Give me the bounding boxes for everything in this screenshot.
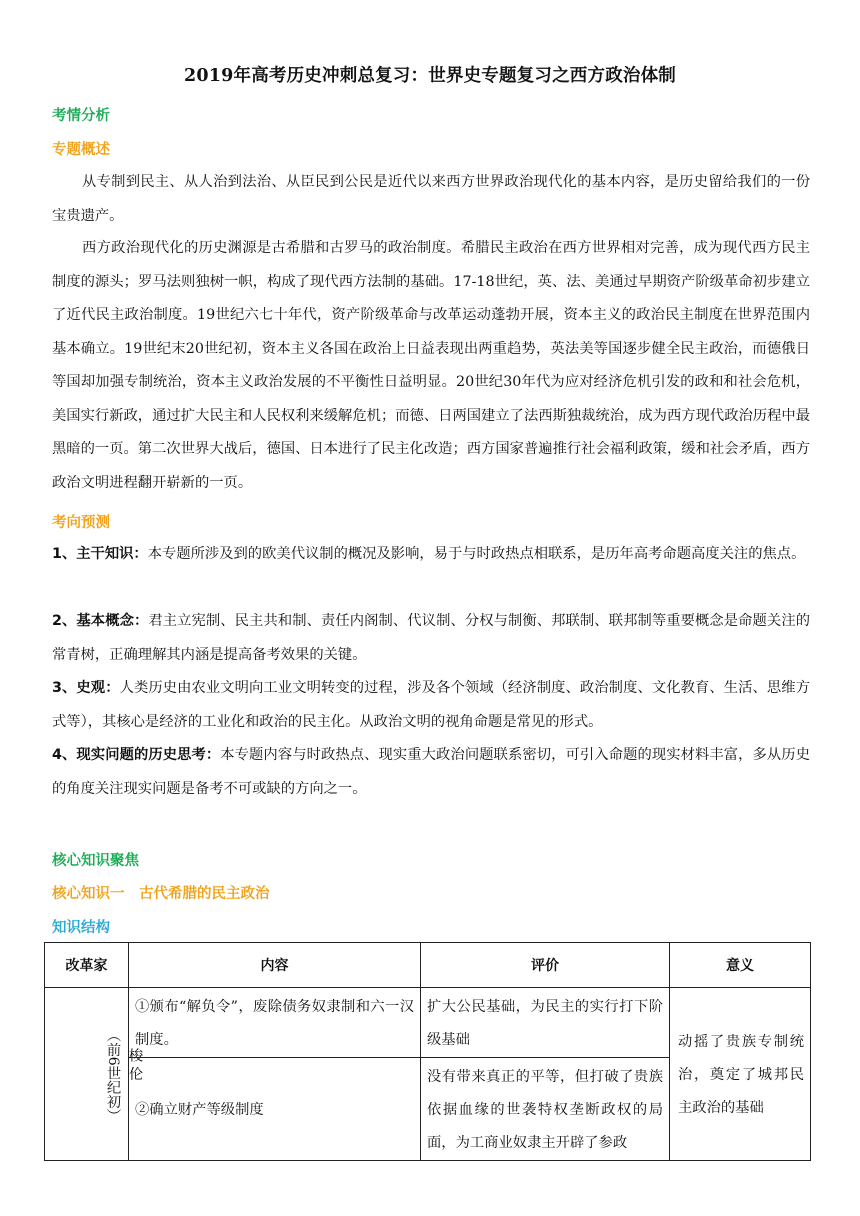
forecast-item-label: 2、基本概念： bbox=[52, 613, 149, 629]
table-header-meaning: 意义 bbox=[670, 943, 811, 988]
forecast-item-3 bbox=[52, 672, 810, 739]
reformer-cell bbox=[45, 988, 143, 1161]
forecast-item-2 bbox=[52, 605, 810, 672]
evaluation-cell: 扩大公民基础，为民主的实行打下阶级基础 bbox=[421, 988, 670, 1058]
section-heading-forecast: 考向预测 bbox=[52, 515, 110, 531]
forecast-item-4 bbox=[52, 739, 810, 806]
table-row bbox=[45, 988, 811, 1058]
forecast-item-label: 3、史观： bbox=[52, 680, 120, 696]
table-header-evaluation: 评价 bbox=[421, 943, 670, 988]
section-heading-structure: 知识结构 bbox=[52, 920, 110, 936]
reformer-name: 梭伦 bbox=[127, 1048, 143, 1085]
content-cell: ①颁布“解负令”，废除债务奴隶制和六一汉制度。 bbox=[129, 988, 421, 1058]
section-heading-overview: 专题概述 bbox=[52, 142, 110, 158]
forecast-item-label: 1、主干知识： bbox=[52, 546, 148, 562]
forecast-item-label: 4、现实问题的历史思考： bbox=[52, 747, 221, 763]
forecast-item-text: 君主立宪制、民主共和制、责任内阁制、代议制、分权与制衡、邦联制、联邦制等重要概念是命题关注的常青树，正确理解其内涵是提高备考效果的关键。 bbox=[52, 613, 810, 663]
meaning-cell: 动摇了贵族专制统治，奠定了城邦民主政治的基础 bbox=[670, 988, 811, 1161]
forecast-item-text: 本专题所涉及到的欧美代议制的概况及影响，易于与时政热点相联系，是历年高考命题高度关注的焦点。 bbox=[147, 546, 806, 562]
table-header-content: 内容 bbox=[129, 943, 421, 988]
section-heading-core: 核心知识聚焦 bbox=[52, 853, 139, 869]
document-title: 2019年高考历史冲刺总复习：世界史专题复习之西方政治体制 bbox=[183, 66, 676, 86]
reformer-date: （前6世纪初） bbox=[105, 1028, 121, 1123]
forecast-item-text: 本专题内容与时政热点、现实重大政治问题联系密切，可引入命题的现实材料丰富，多从历史的角度关注现实问题是备考不可或缺的方向之一。 bbox=[52, 747, 810, 797]
overview-paragraph-1: 从专制到民主、从人治到法治、从臣民到公民是近代以来西方世界政治现代化的基本内容，是历史留给我们的一份宝贵遗产。 bbox=[52, 174, 810, 224]
table-header-reformer: 改革家 bbox=[45, 943, 129, 988]
overview-paragraph-2: 西方政治现代化的历史渊源是古希腊和古罗马的政治制度。希腊民主政治在西方世界相对完善，成为现代西方民主制度的源头；罗马法则独树一帜，构成了现代西方法制的基础。17-18世纪，英、法、美通过早期资产阶级革命初步建立了近代民主政治制度。19世纪六七十年代，资产阶级革命与改革运动蓬勃开展，资本主义的政治民主制度在世界范围内基本确立。19世纪末20世纪初，资本主义各国在政治上日益表现出两重趋势，英法美等国逐步健全民主政治，而德俄日等国却加强专制统治，资本主义政治发展的不平衡性日益明显。20世纪30年代为应对经济危机引发的政和和社会危机，美国实行新政，通过扩大民主和人民权利来缓解危机；而德、日两国建立了法西斯独裁统治，成为西方现代政治历程中最黑暗的一页。第二次世界大战后，德国、日本进行了民主化改造；西方国家普遍推行社会福利政策，缓和社会矛盾，西方政治文明进程翻开崭新的一页。 bbox=[52, 240, 810, 491]
table-header-row bbox=[45, 943, 811, 988]
content-cell: ②确立财产等级制度 bbox=[129, 1058, 421, 1161]
knowledge-structure-table bbox=[44, 942, 811, 1161]
forecast-item-1 bbox=[52, 538, 810, 572]
section-heading-core-one: 核心知识一 古代希腊的民主政治 bbox=[52, 886, 270, 902]
forecast-item-text: 人类历史由农业文明向工业文明转变的过程，涉及各个领域（经济制度、政治制度、文化教育、生活、思维方式等），其核心是经济的工业化和政治的民主化。从政治文明的视角命题是常见的形式。 bbox=[52, 680, 810, 730]
section-heading-analysis: 考情分析 bbox=[52, 108, 110, 124]
evaluation-cell: 没有带来真正的平等，但打破了贵族依据血缘的世袭特权垄断政权的局面，为工商业奴隶主开辟了参政 bbox=[421, 1058, 670, 1161]
